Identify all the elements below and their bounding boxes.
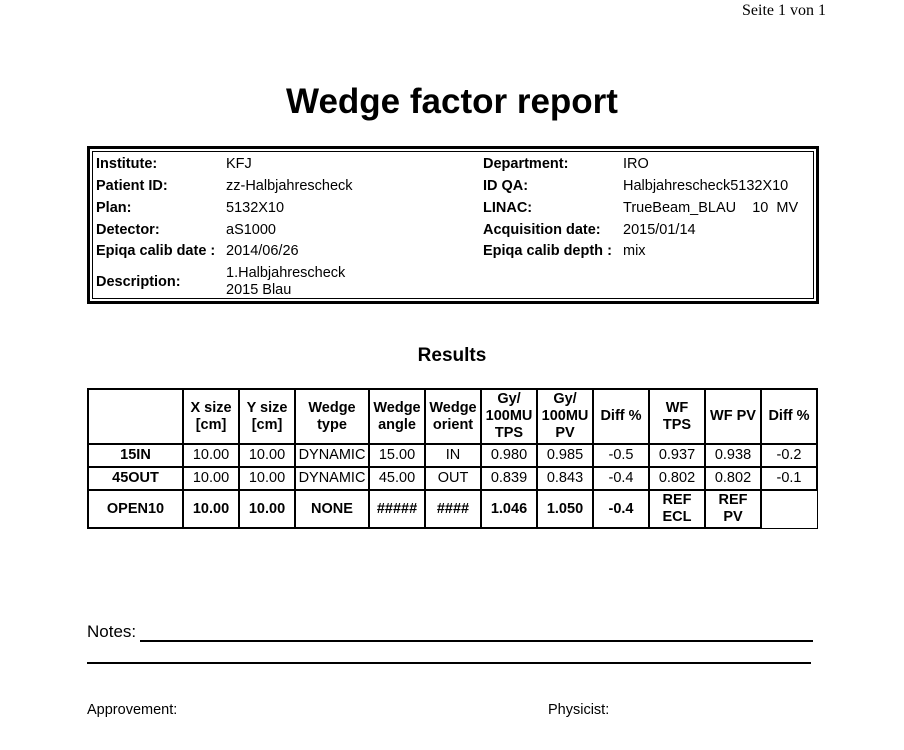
results-heading: Results (417, 345, 487, 366)
table-row (88, 490, 817, 528)
header-wf-pv: WF PV (705, 389, 761, 444)
cell-wf-tps: 0.937 (649, 444, 705, 467)
linac-value: TrueBeam_BLAU 10 MV (623, 200, 799, 216)
cell-gy-tps: 0.839 (481, 467, 537, 490)
info-box (87, 146, 819, 304)
institute-label: Institute: (96, 156, 158, 172)
acquisition-date-label: Acquisition date: (483, 222, 601, 238)
approvement-label: Approvement: (87, 702, 178, 718)
cell-x-size: 10.00 (183, 444, 239, 467)
description-line1: 1.Halbjahrescheck (226, 265, 346, 281)
notes-line-1 (140, 640, 813, 642)
cell-wedge-orient: IN (425, 444, 481, 467)
cell-diff-gy: -0.4 (593, 490, 649, 528)
header-diff-gy: Diff % (593, 389, 649, 444)
header-y-size: Y size [cm] (239, 389, 295, 444)
cell-wf-tps: 0.802 (649, 467, 705, 490)
cell-gy-pv: 0.985 (537, 444, 593, 467)
department-label: Department: (483, 156, 569, 172)
notes-label: Notes: (87, 622, 137, 641)
cell-wf-pv: REF PV (705, 490, 761, 528)
cell-wf-pv: 0.938 (705, 444, 761, 467)
page-number: Seite 1 von 1 (742, 2, 826, 19)
report-title: Wedge factor report (286, 82, 618, 121)
cell-y-size: 10.00 (239, 444, 295, 467)
notes-line-2 (87, 662, 811, 664)
cell-x-size: 10.00 (183, 467, 239, 490)
id-qa-label: ID QA: (483, 178, 529, 194)
header-x-size: X size [cm] (183, 389, 239, 444)
epiqa-calib-date-value: 2014/06/26 (226, 243, 299, 259)
header-wedge-orient: Wedge orient (425, 389, 481, 444)
epiqa-calib-depth-label: Epiqa calib depth : (483, 243, 612, 259)
cell-diff-gy: -0.4 (593, 467, 649, 490)
cell-gy-tps: 0.980 (481, 444, 537, 467)
cell-diff-gy: -0.5 (593, 444, 649, 467)
physicist-label: Physicist: (548, 702, 610, 718)
cell-x-size: 10.00 (183, 490, 239, 528)
cell-y-size: 10.00 (239, 467, 295, 490)
patient-id-label: Patient ID: (96, 178, 168, 194)
cell-wedge-orient: OUT (425, 467, 481, 490)
header-wf-tps: WF TPS (649, 389, 705, 444)
description-label: Description: (96, 274, 181, 290)
row-label: 45OUT (88, 467, 183, 490)
cell-wedge-angle: ##### (369, 490, 425, 528)
cell-wedge-angle: 15.00 (369, 444, 425, 467)
department-value: IRO (623, 156, 649, 172)
table-row (88, 467, 817, 490)
cell-wedge-type: DYNAMIC (295, 444, 369, 467)
cell-wedge-type: NONE (295, 490, 369, 528)
table-row (88, 444, 817, 467)
cell-wf-pv: 0.802 (705, 467, 761, 490)
plan-label: Plan: (96, 200, 132, 216)
header-wedge-angle: Wedge angle (369, 389, 425, 444)
linac-label: LINAC: (483, 200, 533, 216)
cell-diff-wf: -0.2 (761, 444, 817, 467)
header-gy-tps: Gy/ 100MU TPS (481, 389, 537, 444)
cell-wf-tps: REF ECL (649, 490, 705, 528)
table-header-row (88, 389, 817, 444)
cell-gy-tps: 1.046 (481, 490, 537, 528)
epiqa-calib-date-label: Epiqa calib date : (96, 243, 216, 259)
header-gy-pv: Gy/ 100MU PV (537, 389, 593, 444)
plan-value: 5132X10 (226, 200, 285, 216)
patient-id-value: zz-Halbjahrescheck (226, 178, 353, 194)
id-qa-value: Halbjahrescheck5132X10 (623, 178, 789, 194)
cell-y-size: 10.00 (239, 490, 295, 528)
description-line2: 2015 Blau (226, 282, 292, 298)
results-table (87, 388, 818, 529)
detector-label: Detector: (96, 222, 160, 238)
cell-gy-pv: 1.050 (537, 490, 593, 528)
cell-wedge-orient: #### (425, 490, 481, 528)
cell-diff-wf (761, 490, 817, 528)
epiqa-calib-depth-value: mix (623, 243, 646, 259)
header-empty (88, 389, 183, 444)
cell-diff-wf: -0.1 (761, 467, 817, 490)
cell-wedge-type: DYNAMIC (295, 467, 369, 490)
acquisition-date-value: 2015/01/14 (623, 222, 696, 238)
header-wedge-type: Wedge type (295, 389, 369, 444)
header-diff-wf: Diff % (761, 389, 817, 444)
detector-value: aS1000 (226, 222, 276, 238)
institute-value: KFJ (226, 156, 252, 172)
cell-gy-pv: 0.843 (537, 467, 593, 490)
row-label: OPEN10 (88, 490, 183, 528)
cell-wedge-angle: 45.00 (369, 467, 425, 490)
row-label: 15IN (88, 444, 183, 467)
